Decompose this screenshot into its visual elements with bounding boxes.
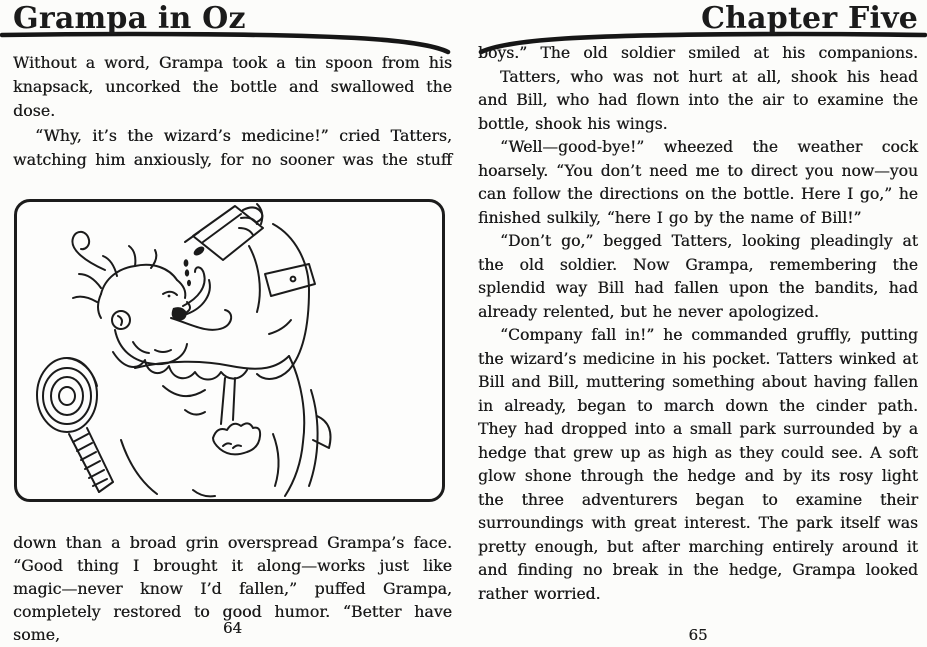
eye (163, 292, 177, 295)
left-page-text-top (13, 51, 452, 172)
beard (115, 330, 187, 364)
page-number-left: 64 (222, 619, 243, 637)
body-paragraph: “Well—good-bye!” wheezed the weather cock hoarsely. “You don’t need me to direct you now—you can follow the directions on the bottle. Here I go,” he finished sulkily, “here I go by the name of Bill!” (478, 138, 918, 227)
chest (135, 356, 289, 369)
body-paragraph: down than a broad grin overspread Grampa’s face. “Good thing I brought it along—works just like magic—never know I’d fallen,” puffed Grampa, completely restored to good humor. “Better have some, (13, 533, 452, 644)
body-paragraph: Without a word, Grampa took a tin spoon from his knapsack, uncorked the bottle and swallowed the dose. (13, 53, 452, 121)
sleeve (257, 224, 309, 379)
running-head-chapter-title: Chapter Five (701, 1, 918, 36)
bedroll (37, 358, 97, 432)
header-rule-left (2, 34, 448, 52)
illustration-frame (14, 199, 445, 502)
medicine-drop (184, 259, 189, 267)
running-head-book-title: Grampa in Oz (13, 1, 246, 36)
body-paragraph: boys.” The old soldier smiled at his companions. (478, 44, 918, 62)
bedroll-strap (69, 428, 113, 492)
cuff-button (291, 277, 296, 282)
body-paragraph: “Company fall in!” he commanded gruffly, putting the wizard’s medicine in his pocket. Tatters winked at Bill and Bill, muttering something about having fallen in already, began to march down the cinder path. They had dropped into a small park surrounded by a hedge that grew up as high as they could see. A soft glow shone through the hedge and by its rosy light the three adventurers began to examine their surroundings with great interest. The park itself was pretty enough, but after marching entirely around it and finding no break in the hedge, Grampa looked rather worried. (478, 326, 918, 603)
grampa-drinking-illustration (17, 202, 442, 499)
body-paragraph: “Don’t go,” begged Tatters, looking pleadingly at the old soldier. Now Grampa, remembering the splendid way Bill had fallen upon the bandits, had already relented, but he never apologized. (478, 232, 918, 321)
bottle-mouth (192, 245, 206, 258)
page-number-right: 65 (688, 626, 708, 644)
fist (213, 423, 260, 454)
body-paragraph: “Why, it’s the wizard’s medicine!” cried Tatters, watching him anxiously, for no sooner was the stuff (13, 125, 452, 169)
body-paragraph: Tatters, who was not hurt at all, shook his head and Bill, who had flown into the air to examine the bottle, shook his wings. (478, 67, 918, 133)
right-page-text (478, 42, 918, 606)
head-outline (135, 265, 177, 280)
hair-wisp (72, 232, 105, 270)
medicine-drop (185, 269, 189, 276)
medicine-drop (187, 280, 191, 286)
